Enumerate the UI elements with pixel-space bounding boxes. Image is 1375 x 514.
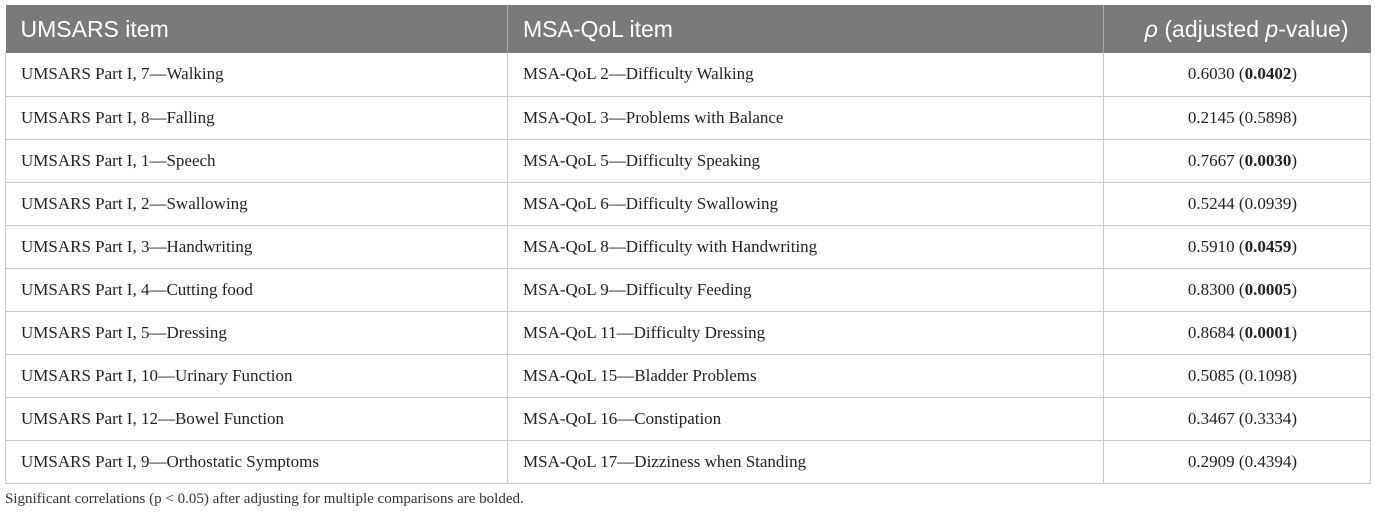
table-row [6,139,1371,182]
correlation-table [5,5,1371,484]
rho-value: 0.2145 [1187,107,1235,127]
rho-value: 0.6030 [1187,64,1235,84]
table-row [6,53,1371,96]
rho-value: 0.3467 [1187,408,1235,428]
cell-umsars-item: UMSARS Part I, 5—Dressing [6,311,508,354]
cell-rho-pvalue: 0.2145 (0.5898) [1104,96,1371,139]
rho-value: 0.8684 [1187,322,1235,342]
cell-rho-pvalue: 0.6030 (0.0402) [1104,53,1371,96]
cell-umsars-item: UMSARS Part I, 7—Walking [6,53,508,96]
adjusted-p-value: 0.0005 [1244,279,1292,299]
table-row [6,311,1371,354]
cell-msaqol-item: MSA-QoL 16—Constipation [508,397,1104,440]
header-rho-adjusted-p [1104,5,1371,53]
table-row [6,397,1371,440]
table-row [6,225,1371,268]
header-msaqol-item: MSA-QoL item [508,5,1104,53]
header-rho-symbol: ρ [1144,15,1158,42]
cell-msaqol-item: MSA-QoL 5—Difficulty Speaking [508,139,1104,182]
table-row [6,96,1371,139]
adjusted-p-value: 0.0459 [1244,236,1292,256]
adjusted-p-value: 0.1098 [1244,365,1292,385]
cell-msaqol-item: MSA-QoL 11—Difficulty Dressing [508,311,1104,354]
table-row [6,182,1371,225]
correlation-table-container [5,5,1370,484]
cell-msaqol-item: MSA-QoL 2—Difficulty Walking [508,53,1104,96]
rho-value: 0.2909 [1187,451,1235,471]
adjusted-p-value: 0.3334 [1244,408,1292,428]
cell-msaqol-item: MSA-QoL 9—Difficulty Feeding [508,268,1104,311]
table-body [6,53,1371,483]
cell-rho-pvalue: 0.2909 (0.4394) [1104,440,1371,483]
rho-value: 0.5244 [1187,193,1235,213]
adjusted-p-value: 0.0939 [1244,193,1292,213]
adjusted-p-value: 0.5898 [1244,107,1292,127]
cell-rho-pvalue: 0.5244 (0.0939) [1104,182,1371,225]
rho-value: 0.8300 [1187,279,1235,299]
cell-msaqol-item: MSA-QoL 8—Difficulty with Handwriting [508,225,1104,268]
cell-rho-pvalue: 0.3467 (0.3334) [1104,397,1371,440]
header-rho-mid: (adjusted [1157,15,1266,42]
cell-msaqol-item: MSA-QoL 17—Dizziness when Standing [508,440,1104,483]
cell-umsars-item: UMSARS Part I, 10—Urinary Function [6,354,508,397]
cell-msaqol-item: MSA-QoL 3—Problems with Balance [508,96,1104,139]
table-footnote: Significant correlations (p < 0.05) after adjusting for multiple comparisons are bolded. [5,491,524,507]
adjusted-p-value: 0.4394 [1244,451,1292,471]
cell-msaqol-item: MSA-QoL 6—Difficulty Swallowing [508,182,1104,225]
rho-value: 0.5085 [1187,365,1235,385]
rho-value: 0.5910 [1187,236,1235,256]
cell-umsars-item: UMSARS Part I, 2—Swallowing [6,182,508,225]
cell-rho-pvalue: 0.5910 (0.0459) [1104,225,1371,268]
adjusted-p-value: 0.0001 [1244,322,1292,342]
cell-umsars-item: UMSARS Part I, 1—Speech [6,139,508,182]
cell-rho-pvalue: 0.5085 (0.1098) [1104,354,1371,397]
rho-value: 0.7667 [1187,150,1235,170]
table-row [6,440,1371,483]
header-p-symbol: p [1265,15,1279,42]
cell-umsars-item: UMSARS Part I, 9—Orthostatic Symptoms [6,440,508,483]
cell-umsars-item: UMSARS Part I, 12—Bowel Function [6,397,508,440]
adjusted-p-value: 0.0030 [1244,150,1292,170]
table-row [6,354,1371,397]
cell-umsars-item: UMSARS Part I, 8—Falling [6,96,508,139]
cell-umsars-item: UMSARS Part I, 4—Cutting food [6,268,508,311]
table-header-row [6,5,1371,53]
table-row [6,268,1371,311]
header-umsars-item: UMSARS item [6,5,508,53]
cell-umsars-item: UMSARS Part I, 3—Handwriting [6,225,508,268]
cell-rho-pvalue: 0.8300 (0.0005) [1104,268,1371,311]
header-rho-end: -value) [1278,15,1349,42]
cell-rho-pvalue: 0.8684 (0.0001) [1104,311,1371,354]
cell-msaqol-item: MSA-QoL 15—Bladder Problems [508,354,1104,397]
adjusted-p-value: 0.0402 [1244,64,1292,84]
cell-rho-pvalue: 0.7667 (0.0030) [1104,139,1371,182]
